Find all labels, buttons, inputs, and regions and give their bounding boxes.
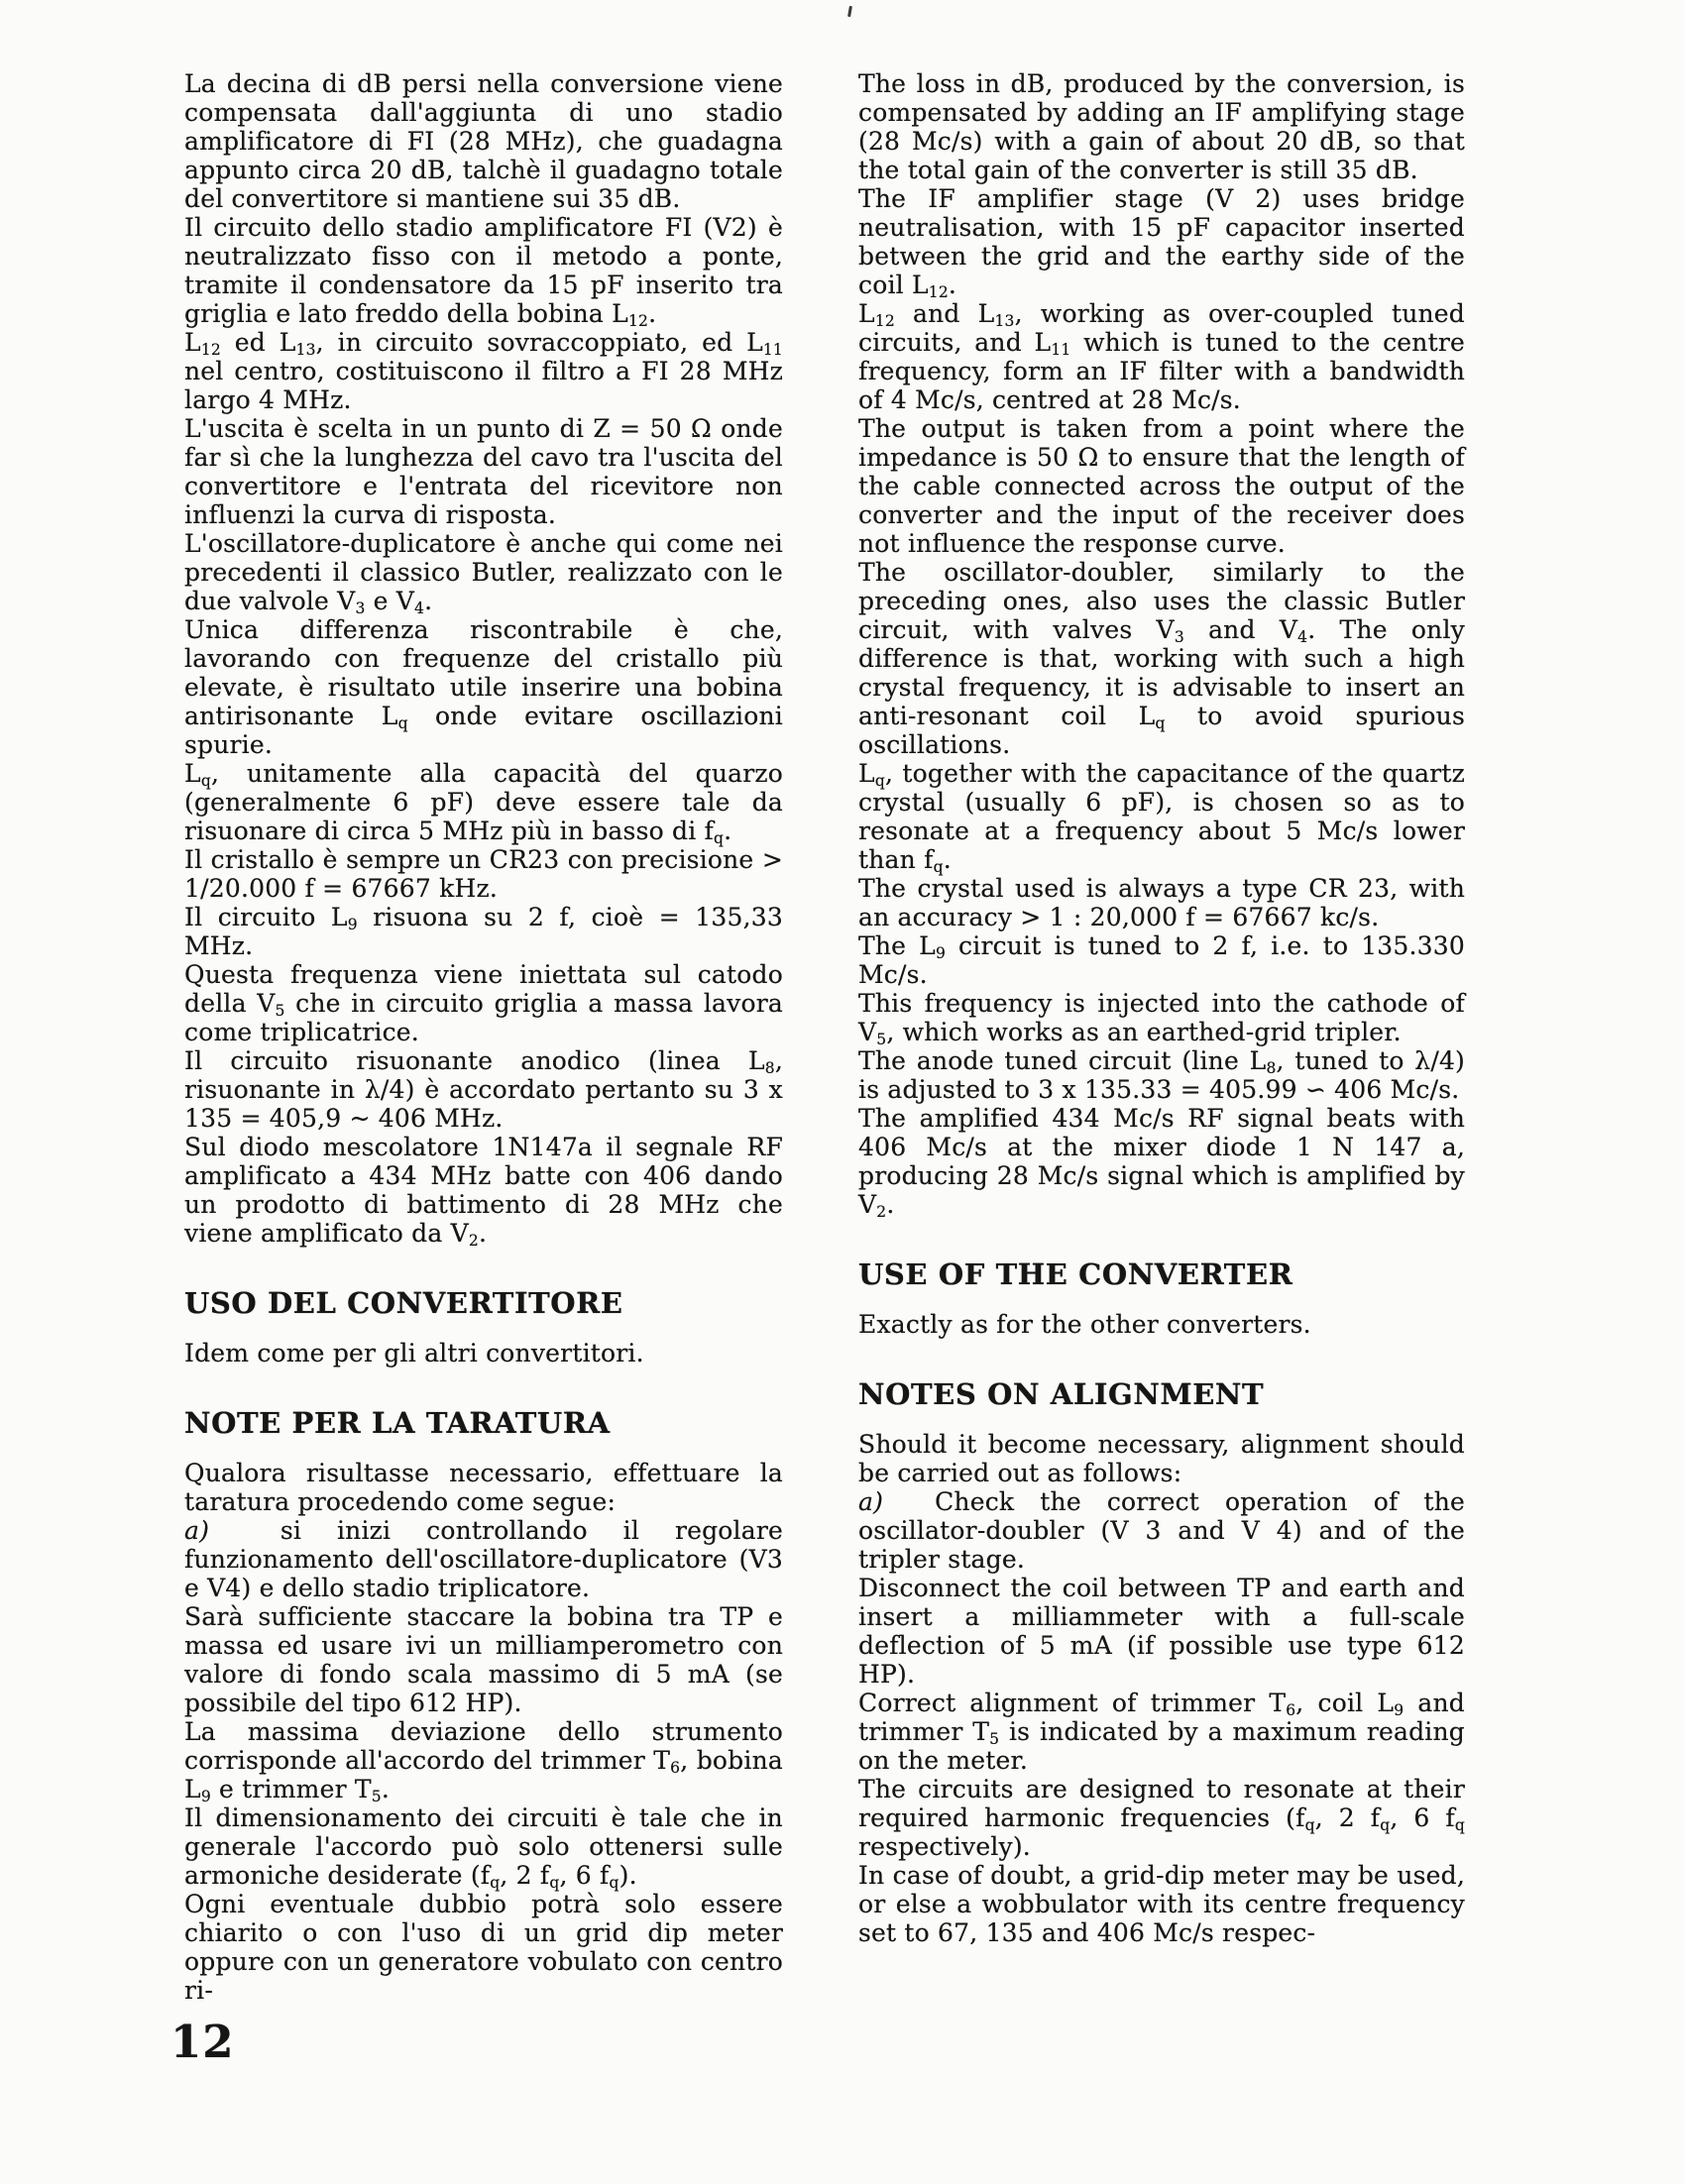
paragraph-en-cathode-injection: This frequency is injected into the cathode of $V_5$, which works as an earthed-grid tripler. xyxy=(858,989,1465,1049)
paragraph-it-grid-dip: Ogni eventuale dubbio potrà solo essere chiarito o con l'uso di un grid dip meter oppure con un generatore vobulato con centro ri- xyxy=(184,1890,783,2005)
column-italian xyxy=(184,69,783,2005)
paragraph-en-mixer-diode: The amplified 434 Mc/s RF signal beats with 406 Mc/s at the mixer diode 1 N 147 a, producing 28 Mc/s signal which is amplified by $V_2$. xyxy=(858,1104,1465,1222)
scan-speck xyxy=(847,6,852,17)
paragraph-en-crystal-cr23: The crystal used is always a type CR 23, with an accuracy > 1 : 20,000 f = 67667 kc/s. xyxy=(858,874,1465,931)
paragraph-en-l9-circuit: The $L_9$ circuit is tuned to 2 f, i.e. to 135.330 Mc/s. xyxy=(858,931,1465,989)
paragraph-it-massima-deviazione: La massima deviazione dello strumento corrisponde all'accordo del trimmer $T_6$, bobina $L_9$ e trimmer $T_5$. xyxy=(184,1717,783,1806)
paragraph-it-milliamperometro: Sarà sufficiente staccare la bobina tra TP e massa ed usare ivi un milliamperometro con valore di fondo scala massimo di 5 mA (se possibile del tipo 612 HP). xyxy=(184,1602,783,1717)
paragraph-it-oscillator-butler: L'oscillatore-duplicatore è anche qui come nei precedenti il classico Butler, realizzato con le due valvole $V_3$ e $V_4$. xyxy=(184,529,783,618)
paragraph-it-conversion-loss: La decina di dB persi nella conversione viene compensata dall'aggiunta di uno stadio amplificatore di FI (28 MHz), che guadagna appunto circa 20 dB, talchè il guadagno totale del convertitore si mantiene sui 35 dB. xyxy=(184,69,783,213)
paragraph-it-crystal-cr23: Il cristallo è sempre un CR23 con precisione > 1/20.000 f = 67667 kHz. xyxy=(184,845,783,903)
paragraph-en-if-filter: $L_{12}$ and $L_{13}$, working as over-coupled tuned circuits, and $L_{11}$ which is tuned to the centre frequency, form an IF filter with a bandwidth of 4 Mc/s, centred at 28 Mc/s. xyxy=(858,299,1465,414)
paragraph-en-correct-alignment: Correct alignment of trimmer $T_6$, coil $L_9$ and trimmer $T_5$ is indicated by a maximum reading on the meter. xyxy=(858,1689,1465,1775)
paragraph-en-output-impedance: The output is taken from a point where the impedance is 50 Ω to ensure that the length of the cable connected across the output of the converter and the input of the receiver does not influence the response curve. xyxy=(858,414,1465,558)
heading-uso-del-convertitore: USO DEL CONVERTITORE xyxy=(184,1286,623,1320)
paragraph-en-anode-circuit: The anode tuned circuit (line $L_8$, tuned to λ/4) is adjusted to 3 x 135.33 = 405.99 ∽ 406 Mc/s. xyxy=(858,1046,1465,1104)
paragraph-en-step-a: a) Check the correct operation of the oscillator-doubler (V 3 and V 4) and of the tripler stage. xyxy=(858,1487,1465,1574)
paragraph-it-dimensionamento: Il dimensionamento dei circuiti è tale che in generale l'accordo può solo ottenersi sulle armoniche desiderate ($f_q$, 2 $f_q$, 6 $f_q$). xyxy=(184,1803,783,1893)
paragraph-en-exactly: Exactly as for the other converters. xyxy=(858,1310,1311,1339)
paragraph-it-output-impedance: L'uscita è scelta in un punto di Z = 50 Ω onde far sì che la lunghezza del cavo tra l'uscita del convertitore e l'entrata del ricevitore non influenzi la curva di risposta. xyxy=(184,414,783,529)
heading-notes-on-alignment: NOTES ON ALIGNMENT xyxy=(858,1377,1265,1411)
paragraph-it-lq-resonance: $L_q$, unitamente alla capacità del quarzo (generalmente 6 pF) deve essere tale da risuonare di circa 5 MHz più in basso di $f_q$. xyxy=(184,759,783,848)
paragraph-en-milliammeter: Disconnect the coil between TP and earth and insert a milliammeter with a full-scale deflection of 5 mA (if possible use type 612 HP). xyxy=(858,1574,1465,1689)
page-number: 12 xyxy=(170,2016,235,2068)
paragraph-it-if-stage: Il circuito dello stadio amplificatore FI (V2) è neutralizzato fisso con il metodo a ponte, tramite il condensatore da 15 pF inserito tra griglia e lato freddo della bobina $L_{12}$. xyxy=(184,213,783,331)
heading-use-of-the-converter: USE OF THE CONVERTER xyxy=(858,1257,1293,1291)
paragraph-en-harmonics: The circuits are designed to resonate at their required harmonic frequencies ($f_q$, 2 $f_q$, 6 $f_q$ respectively). xyxy=(858,1775,1466,1861)
paragraph-it-anode-circuit: Il circuito risuonante anodico (linea $L_8$, risuonante in λ/4) è accordato pertanto su 3 x 135 = 405,9 ~ 406 MHz. xyxy=(184,1046,783,1133)
column-english xyxy=(858,69,1465,1947)
paragraph-en-grid-dip: In case of doubt, a grid-dip meter may be used, or else a wobbulator with its centre frequency set to 67, 135 and 406 Mc/s respec- xyxy=(858,1861,1465,1947)
paragraph-it-step-a: a) si inizi controllando il regolare funzionamento dell'oscillatore-duplicatore (V3 e V4) e dello stadio triplicatore. xyxy=(184,1516,783,1602)
paragraph-it-taratura-intro: Qualora risultasse necessario, effettuare la taratura procedendo come segue: xyxy=(184,1459,783,1516)
paragraph-en-oscillator-butler: The oscillator-doubler, similarly to the preceding ones, also uses the classic Butler circuit, with valves $V_3$ and $V_4$. The only difference is that, working with such a high crystal frequency, it is advisable to insert an anti-resonant coil $L_q$ to avoid spurious oscillations. xyxy=(858,558,1465,759)
paragraph-en-alignment-intro: Should it become necessary, alignment should be carried out as follows: xyxy=(858,1430,1465,1487)
paragraph-en-conversion-loss: The loss in dB, produced by the conversion, is compensated by adding an IF amplifying stage (28 Mc/s) with a gain of about 20 dB, so that the total gain of the converter is still 35 dB. xyxy=(858,69,1465,184)
paragraph-it-if-filter: $L_{12}$ ed $L_{13}$, in circuito sovraccoppiato, ed $L_{11}$ nel centro, costituiscono il filtro a FI 28 MHz largo 4 MHz. xyxy=(184,328,783,414)
paragraph-it-l9-circuit: Il circuito $L_9$ risuona su 2 f, cioè = 135,33 MHz. xyxy=(184,903,783,960)
paragraph-it-idem: Idem come per gli altri convertitori. xyxy=(184,1339,644,1367)
paragraph-en-lq-resonance: $L_q$, together with the capacitance of the quartz crystal (usually 6 pF), is chosen so as to resonate at a frequency about 5 Mc/s lower than $f_q$. xyxy=(858,759,1465,877)
heading-note-per-la-taratura: NOTE PER LA TARATURA xyxy=(184,1406,611,1440)
paragraph-en-if-stage: The IF amplifier stage (V 2) uses bridge neutralisation, with 15 pF capacitor inserted between the grid and the earthy side of the coil $L_{12}$. xyxy=(858,184,1465,302)
paragraph-it-mixer-diode: Sul diodo mescolatore 1N147a il segnale RF amplificato a 434 MHz batte con 406 dando un prodotto di battimento di 28 MHz che viene amplificato da $V_2$. xyxy=(184,1133,783,1251)
paragraph-it-difference-coil: Unica differenza riscontrabile è che, lavorando con frequenze del cristallo più elevate, è risultato utile inserire una bobina antirisonante $L_q$ onde evitare oscillazioni spurie. xyxy=(184,615,783,759)
paragraph-it-cathode-injection: Questa frequenza viene iniettata sul catodo della $V_5$ che in circuito griglia a massa lavora come triplicatrice. xyxy=(184,960,783,1046)
